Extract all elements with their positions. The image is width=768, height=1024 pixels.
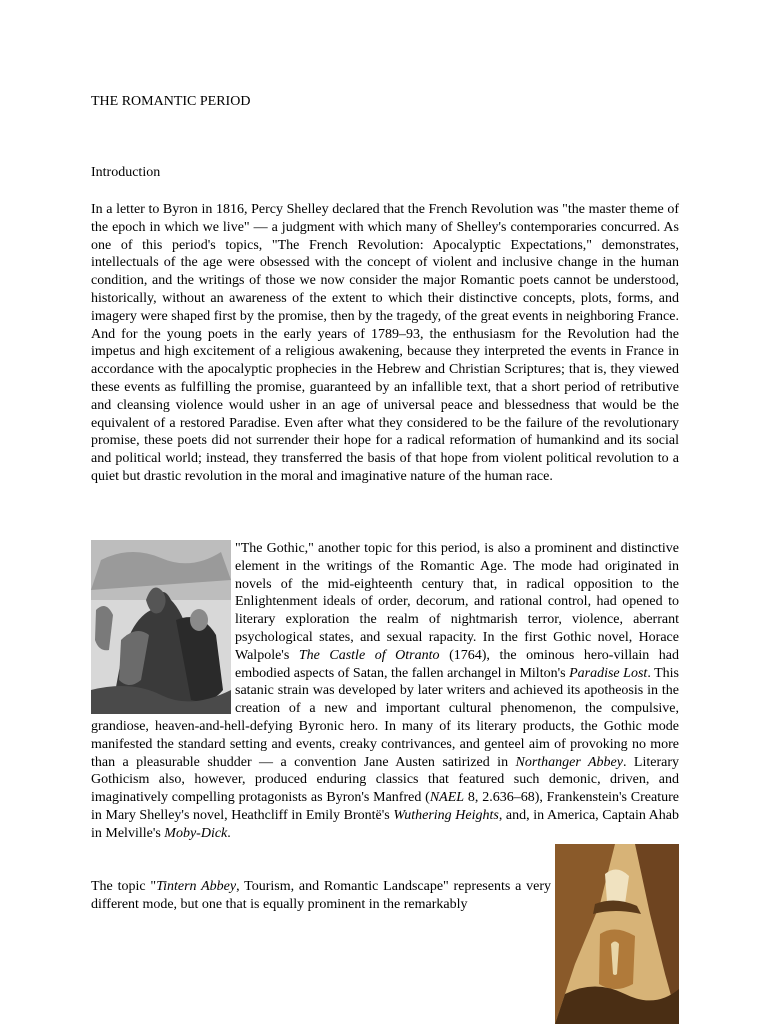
section-heading: Introduction: [91, 165, 161, 180]
title-paradise-lost: Paradise Lost: [569, 665, 648, 681]
title-moby-dick: Moby-Dick: [164, 825, 228, 841]
title-northanger-abbey: Northanger Abbey: [515, 754, 623, 770]
title-castle-of-otranto: The Castle of Otranto: [298, 647, 440, 663]
paragraph-gothic: "The Gothic," another topic for this period, is also a prominent and distinctive element in the writings of the Romantic Age. The mode had originated in novels of the mid-eighteenth century that, in radical opposition to the Enlightenment ideals of order, decorum, and rational control, had opened to literary exploration the realm of nightmarish terror, violence, aberrant psychological states, and sexual rapacity. In the first Gothic novel, Horace Walpole's The Castle of Otranto (1764), the ominous hero-villain had embodied aspects of Satan, the fallen archangel in Milton's Paradise Lost. This satanic strain was developed by later writers and achieved its apotheosis in the creation of a new and important cultural phenomenon, the compulsive, grandiose, heaven-and-hell-defying Byronic hero. In many of its literary products, the Gothic mode manifested the standard setting and events, creaky contrivances, and genteel aim of provoking no more than a pleasurable shudder — a convention Jane Austen satirized in Northanger Abbey. Literary Gothicism also, however, produced enduring classics that featured such demonic, driven, and imaginatively compelling protagonists as Byron's Manfred (NAEL 8, 2.636–68), Frankenstein's Creature in Mary Shelley's novel, Heathcliff in Emily Brontë's Wuthering Heights, and, in America, Captain Ahab in Melville's Moby-Dick.: [91, 541, 679, 841]
page-title: THE ROMANTIC PERIOD: [91, 94, 251, 109]
gothic-illustration-image: [91, 540, 231, 714]
title-wuthering-heights: Wuthering Heights: [393, 807, 499, 823]
title-tintern-abbey: Tintern Abbey: [156, 879, 237, 894]
paragraph-tintern-abbey: The topic "Tintern Abbey, Tourism, and Romantic Landscape" represents a very different mode, but one that is equally prominent in the remarkably: [91, 878, 679, 1024]
landscape-painting-image: [555, 844, 679, 1024]
abbrev-nael: NAEL: [429, 790, 465, 806]
paragraph-french-revolution: In a letter to Byron in 1816, Percy Shelley declared that the French Revolution was "the master theme of the epoch in which we live" — a judgment with which many of Shelley's contemporaries concurred. As one of this period's topics, "The French Revolution: Apocalyptic Expectations," demonstrates, intellectuals of the age were obsessed with the concept of violent and inclusive change in the human condition, and the writings of those we now consider the major Romantic poets cannot be understood, historically, without an awareness of the extent to which their distinctive concepts, plots, forms, and imagery were shaped first by the promise, then by the tragedy, of the great events in neighboring France. And for the young poets in the early years of 1789–93, the enthusiasm for the Revolution had the impetus and high excitement of a religious awakening, because they interpreted the events in France in accordance with the apocalyptic prophecies in the Hebrew and Christian Scriptures; that is, they viewed these events as fulfilling the promise, guaranteed by an infallible text, that a short period of retributive and cleansing violence would usher in an age of universal peace and blessedness that would be the equivalent of a restored Paradise. Even after what they considered to be the failure of the revolutionary promise, these poets did not surrender their hope for a radical reformation of humankind and its social and political world; instead, they transferred the basis of that hope from violent political revolution to a quiet but drastic revolution in the moral and imaginative nature of the human race.: [91, 202, 679, 484]
